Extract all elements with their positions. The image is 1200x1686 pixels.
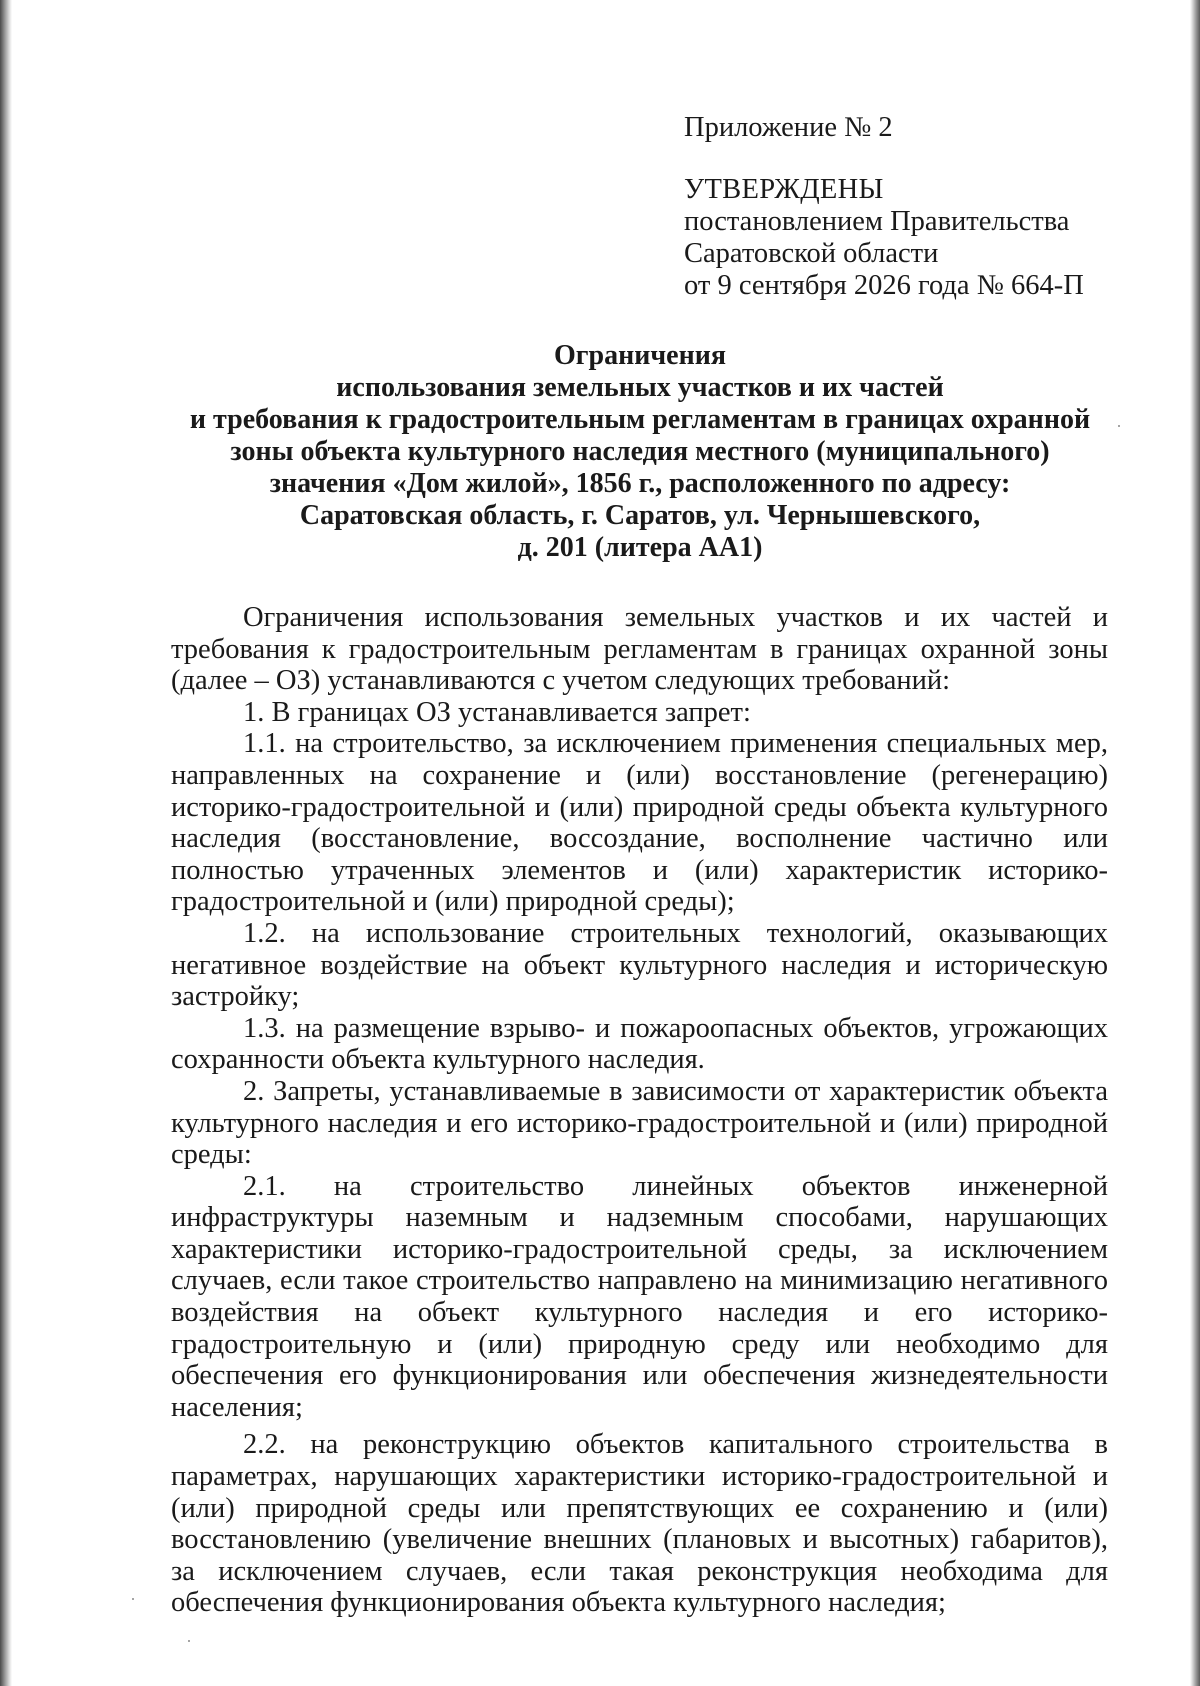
title-line: использования земельных участков и их частей	[336, 372, 944, 403]
scan-speck	[132, 1598, 134, 1600]
approved-by-line: постановлением Правительства	[684, 206, 1070, 237]
approved-by-line: Саратовской области	[684, 238, 939, 269]
title-line: Саратовская область, г. Саратов, ул. Чернышевского,	[299, 500, 981, 531]
title-line: значения «Дом жилой», 1856 г., расположенного по адресу:	[269, 468, 1011, 499]
title-line: д. 201 (литера АА1)	[517, 532, 763, 563]
body-paragraph: 2.1. на строительство линейных объектов инженерной инфраструктуры наземным и надземным способами, нарушающих характеристики историко-градостроительной среды, за исключением случаев, если такое строительство направлено на минимизацию негативного воздействия на объект культурного наследия и его историко-градостроительную и (или) природную среду или необходимо для обеспечения его функционирования или обеспечения жизнедеятельности населения;	[171, 1170, 1108, 1423]
title-line: зоны объекта культурного наследия местного (муниципального)	[230, 436, 1050, 467]
body-paragraph: 1.3. на размещение взрыво- и пожароопасных объектов, угрожающих сохранности объекта культурного наследия.	[171, 1012, 1108, 1076]
approved-by-line: от 9 сентября 2026 года № 664-П	[684, 270, 1084, 301]
title-line: Ограничения	[554, 340, 726, 371]
body-paragraph: 1. В границах ОЗ устанавливается запрет:	[243, 696, 751, 728]
approved-label: УТВЕРЖДЕНЫ	[684, 174, 884, 205]
approval-header	[684, 112, 1164, 302]
body-paragraph: 1.2. на использование строительных технологий, оказывающих негативное воздействие на объект культурного наследия и историческую застройку;	[171, 917, 1108, 1013]
document-body	[171, 602, 1108, 1619]
appendix-number: Приложение № 2	[684, 112, 893, 143]
scan-edge-left	[0, 0, 12, 1686]
scan-speck	[1118, 425, 1120, 427]
document-title	[150, 340, 1130, 564]
body-paragraph: Ограничения использования земельных участков и их частей и требования к градостроительным регламентам в границах охранной зоны (далее – ОЗ) устанавливаются с учетом следующих требований:	[171, 602, 1108, 697]
scan-edge-right	[1190, 0, 1200, 1686]
body-paragraph: 2.2. на реконструкцию объектов капитального строительства в параметрах, нарушающих характеристики историко-градостроительной и (или) природной среды или препятствующих ее сохранению и (или) восстановлению (увеличение внешних (плановых и высотных) габаритов), за исключением случаев, если такая реконструкция необходима для обеспечения функционирования объекта культурного наследия;	[171, 1429, 1108, 1619]
title-line: и требования к градостроительным регламентам в границах охранной	[189, 404, 1091, 435]
body-paragraph: 1.1. на строительство, за исключением применения специальных мер, направленных на сохранение и (или) восстановление (регенерацию) историко-градостроительной и (или) природной среды объекта культурного наследия (восстановление, воссоздание, восполнение частично или полностью утраченных элементов и (или) характеристик историко-градостроительной и (или) природной среды);	[171, 728, 1108, 918]
body-paragraph: 2. Запреты, устанавливаемые в зависимости от характеристик объекта культурного наследия и его историко-градостроительной и (или) природной среды:	[171, 1075, 1108, 1171]
scan-speck	[188, 1640, 190, 1642]
